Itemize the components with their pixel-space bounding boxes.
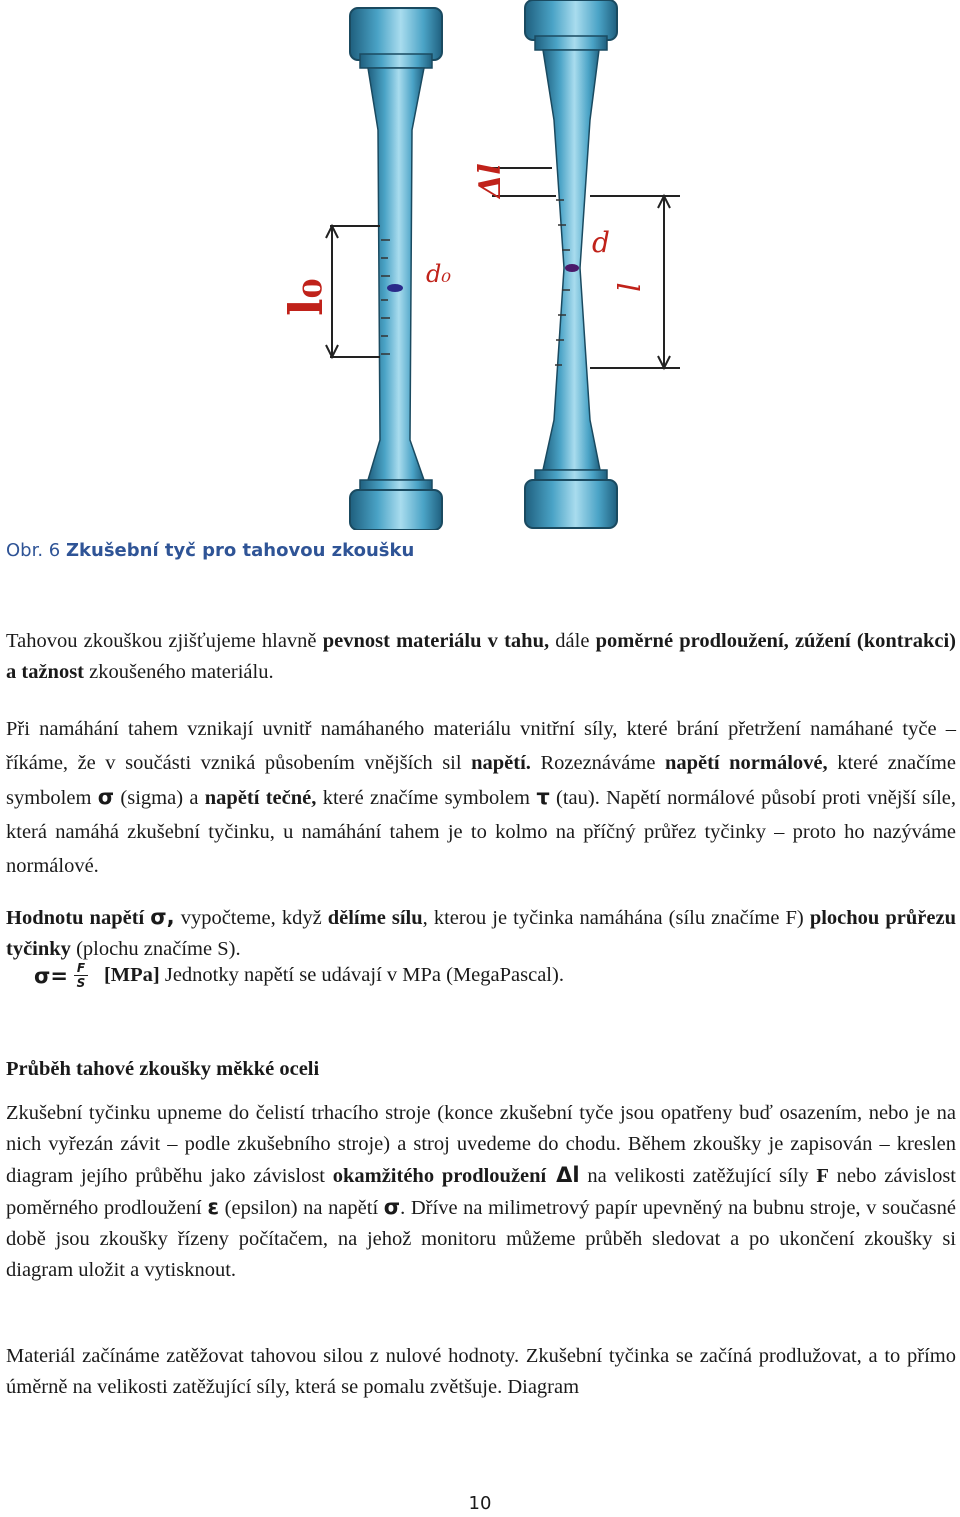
text: , kterou je tyčinka namáhána (sílu značíme F) — [422, 907, 810, 929]
caption-prefix: Obr. 6 — [6, 540, 61, 561]
text: Při namáhání tahem vznikají uvnitř namáhaného materiálu vnitřní síly, které brání přetržení namáhané tyče – říkáme, že v součásti vzniká působením vnějších sil — [6, 718, 956, 774]
bold-text: napětí tečné, — [204, 787, 317, 809]
page-number: 10 — [468, 1493, 492, 1514]
text: (tau). Napětí normálové působí proti vnější síle, která namáhá zkušební tyčinku, u namáhání tahem je to kolmo na příčný průřez tyčinky – proto ho nazýváme normálové. — [6, 787, 956, 877]
text: na velikosti zatěžující síly — [579, 1165, 817, 1187]
bold-text: poměrné prodloužení, zúžení (kontrakci) a tažnost — [6, 630, 957, 683]
bold-text: Hodnotu napětí — [6, 907, 151, 929]
text: (epsilon) na napětí — [219, 1197, 384, 1219]
caption-title: Zkušební tyč pro tahovou zkoušku — [65, 540, 415, 561]
text: které značíme symbolem — [316, 787, 537, 809]
specimen-illustration — [240, 0, 720, 530]
label-l: l — [613, 282, 648, 292]
bold-text: okamžitého prodloužení — [332, 1165, 547, 1187]
text: dále — [549, 630, 596, 652]
text: vypočteme, když — [174, 907, 328, 929]
paragraph-stress — [6, 712, 956, 883]
paragraph-test-procedure — [6, 1098, 956, 1286]
sigma-symbol: σ — [383, 1195, 401, 1219]
delta-l-symbol: Δl — [546, 1163, 580, 1187]
text: (sigma) a — [114, 787, 205, 809]
text: nebo závislost poměrného prodloužení — [6, 1165, 956, 1219]
tau-symbol: τ — [536, 785, 550, 809]
stretched-specimen — [525, 0, 617, 528]
label-delta-l: Δl — [473, 163, 508, 198]
label-l0: l₀ — [279, 278, 333, 316]
paragraph-stress-calculation — [6, 902, 956, 965]
fraction — [74, 962, 88, 989]
bold-text: dělíme sílu — [327, 907, 423, 929]
text: . Dříve na milimetrový papír upevněný na bubnu stroje, v současné době jsou zkoušky řízeny počítačem, na jehož monitoru můžeme průběh sledovat a po ukončení zkoušky si diagram uložit a vytisknout. — [6, 1197, 957, 1281]
paragraph-intro — [6, 626, 956, 688]
bold-text: napětí. — [471, 752, 531, 774]
text: Zkušební tyčinku upneme do čelistí trhacího stroje (konce zkušební tyče jsou opatřeny buď osazením, nebo je na nich vyřezán závit – podle zkušebního stroje) a stroj uvedeme do chodu. Během zkoušky je zapisován – kreslen diagram jejího průběhu jako závislost — [6, 1102, 956, 1187]
stress-formula — [34, 962, 564, 989]
text: (plochu značíme S). — [70, 938, 241, 960]
sigma-symbol: σ, — [150, 905, 175, 929]
bold-text: plochou průřezu tyčinky — [6, 907, 956, 960]
tensile-test-specimen-figure — [240, 0, 720, 530]
epsilon-symbol: ε — [207, 1195, 220, 1219]
sigma-symbol: σ — [97, 785, 115, 809]
paragraph-loading: Materiál začínáme zatěžovat tahovou silou z nulové hodnoty. Zkušební tyčinka se začíná prodlužovat, a to přímo úměrně na velikosti zatěžující síly, která se pomalu zvětšuje. Diagram — [6, 1345, 956, 1398]
text: které značíme symbolem — [6, 752, 956, 809]
label-d0: d₀ — [426, 260, 451, 288]
bold-text: F — [816, 1165, 829, 1187]
figure-caption — [6, 540, 414, 561]
unit: [MPa] — [103, 964, 160, 986]
formula-text: Jednotky napětí se udávají v MPa (MegaPascal). — [159, 964, 564, 986]
section-heading: Průběh tahové zkoušky měkké oceli — [6, 1058, 320, 1080]
denominator: S — [76, 976, 86, 990]
text: Tahovou zkouškou zjišťujeme hlavně — [6, 630, 323, 652]
bold-text: napětí normálové, — [664, 752, 828, 774]
text: zkoušeného materiálu. — [84, 661, 274, 683]
bold-text: pevnost materiálu v tahu, — [322, 630, 550, 652]
formula-lhs: σ= — [34, 963, 68, 988]
label-d: d — [592, 226, 610, 259]
numerator: F — [76, 961, 86, 975]
text: Rozeznáváme — [530, 752, 665, 774]
